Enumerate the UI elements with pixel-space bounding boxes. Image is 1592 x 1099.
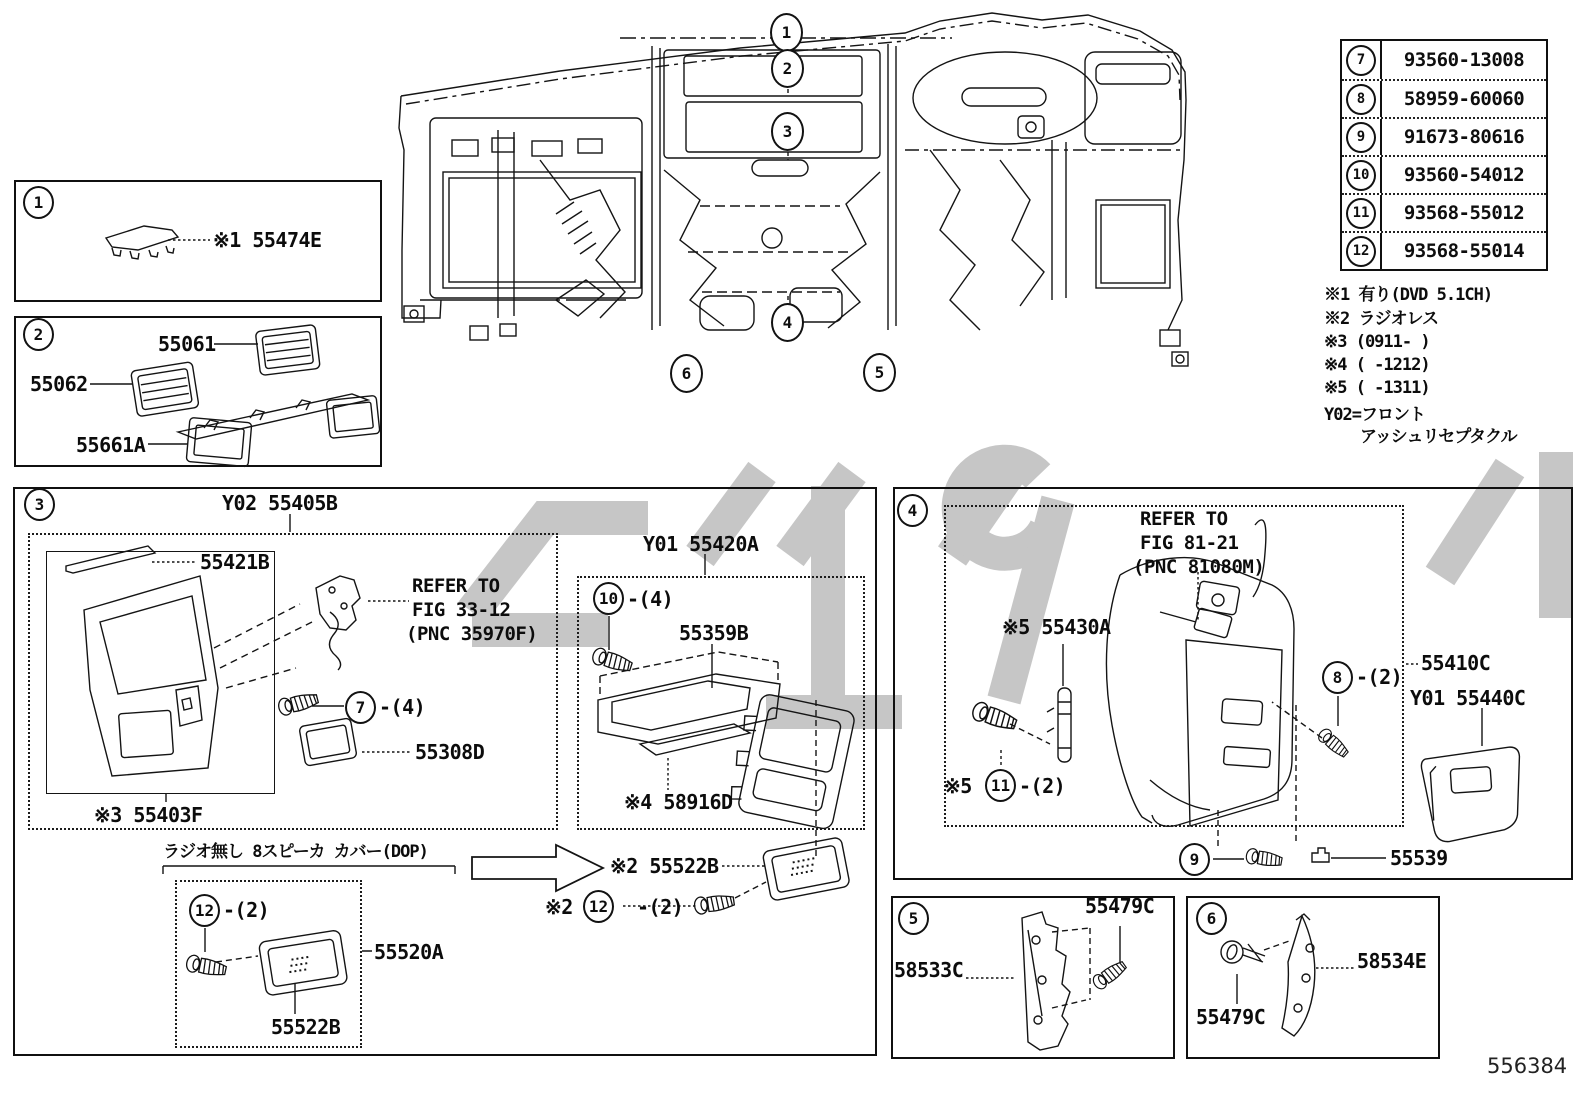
ref-num: 12: [194, 901, 215, 920]
legend-y02-line2: アッシュリセプタクル: [1360, 427, 1517, 447]
assy-label-55420a: Y01 55420A: [643, 532, 759, 556]
ref-num: 11: [1352, 205, 1370, 221]
part-label-55440c: Y01 55440C: [1410, 686, 1526, 710]
part-label-58916d: ※4 58916D: [624, 790, 733, 814]
callout-9: [1179, 843, 1210, 876]
table-row: [1342, 231, 1546, 269]
callout-10-table: [1346, 160, 1376, 191]
box6-ref: [1196, 902, 1227, 935]
part-number: 93568-55012: [1403, 202, 1525, 224]
ref-num: 11: [990, 776, 1011, 795]
ref-num: 7: [1356, 52, 1366, 68]
callout-12-table: [1346, 236, 1376, 267]
ref-num: 10: [598, 589, 619, 608]
callout-1-num: 1: [781, 23, 792, 42]
callout-10-qty: -(4): [627, 587, 674, 611]
ref-num: 12: [588, 897, 609, 916]
part-label-58533c: 58533C: [894, 958, 964, 982]
ref-num: 9: [1189, 850, 1200, 869]
callout-12-qty: -(2): [223, 898, 270, 922]
ref-num: 7: [355, 698, 366, 717]
callout-8: [1322, 661, 1353, 694]
callout-4-num: 4: [782, 313, 793, 332]
part-label-55062: 55062: [30, 372, 88, 396]
callout-8-table: [1346, 84, 1376, 115]
table-row: [1342, 193, 1546, 231]
ref-num: 12: [1352, 243, 1370, 259]
callout-11: [985, 769, 1016, 802]
table-row: [1342, 79, 1546, 117]
note-3: ※3 (0911- ): [1324, 332, 1430, 352]
box1-ref: [23, 186, 54, 219]
callout-10: [593, 582, 624, 615]
note-4: ※4 ( -1212): [1324, 355, 1430, 375]
part-label-55479c-box6: 55479C: [1196, 1005, 1266, 1029]
box5-ref: [898, 902, 929, 935]
panel-frame-55403f: [46, 551, 275, 794]
legend-y02-line1: Y02=フロント: [1324, 405, 1425, 425]
part-label-55403f: ※3 55403F: [94, 803, 203, 827]
table-row: [1342, 155, 1546, 193]
callout-5: [863, 353, 896, 392]
callout-11-prefix: ※5: [944, 774, 972, 798]
part-label-58534e: 58534E: [1357, 949, 1427, 973]
ref-num: 1: [33, 193, 44, 212]
callout-12-outer-qty: -(2): [637, 895, 684, 919]
table-row: [1342, 117, 1546, 155]
note-5: ※5 ( -1311): [1324, 378, 1430, 398]
ref-num: 10: [1352, 167, 1370, 183]
box4-ref: [897, 494, 928, 527]
part-label-55474e: ※1 55474E: [213, 228, 322, 252]
ref-num: 2: [33, 325, 44, 344]
note-2: ※2 ラジオレス: [1324, 309, 1438, 329]
assy-label-55405b: Y02 55405B: [222, 491, 338, 515]
callout-3: [771, 112, 804, 151]
ref-num: 8: [1356, 91, 1366, 107]
callout-7-table: [1346, 45, 1376, 76]
ref-num: 9: [1356, 129, 1366, 145]
refer-note-33-line3: (PNC 35970F): [406, 623, 538, 645]
callout-2: [771, 49, 804, 88]
callout-12-outer: [583, 890, 614, 923]
refer-note-81-line3: (PNC 81080M): [1133, 556, 1265, 578]
radio-less-note: ラジオ無し 8スピーカ カバー(DOP): [163, 842, 428, 862]
callout-12-outer-prefix: ※2: [545, 895, 573, 919]
callout-12: [189, 894, 220, 927]
detail-box-1: [14, 180, 382, 302]
ref-num: 4: [907, 501, 918, 520]
part-label-55061: 55061: [158, 332, 216, 356]
part-number: 91673-80616: [1403, 126, 1525, 148]
part-number: 58959-60060: [1403, 88, 1525, 110]
callout-7-qty: -(4): [379, 695, 426, 719]
callout-7: [345, 691, 376, 724]
ref-num: 6: [1206, 909, 1217, 928]
callout-3-num: 3: [782, 122, 793, 141]
part-label-55421b: 55421B: [200, 550, 270, 574]
part-label-55430a: ※5 55430A: [1002, 615, 1111, 639]
part-number: 93568-55014: [1403, 240, 1525, 262]
part-label-55359b: 55359B: [679, 621, 749, 645]
part-label-55520a: 55520A: [374, 940, 444, 964]
refer-note-33-line2: FIG 33-12: [412, 599, 511, 621]
ref-num: 5: [908, 909, 919, 928]
refer-note-81-line2: FIG 81-21: [1140, 532, 1239, 554]
ref-num: 3: [34, 495, 45, 514]
callout-11-qty: -(2): [1019, 774, 1066, 798]
callout-8-qty: -(2): [1356, 665, 1403, 689]
ref-num: 8: [1332, 668, 1343, 687]
callout-5-num: 5: [874, 363, 885, 382]
part-label-55661a: 55661A: [76, 433, 146, 457]
part-label-55522b: 55522B: [271, 1015, 341, 1039]
callout-4: [771, 303, 804, 342]
note-1: ※1 有り(DVD 5.1CH): [1324, 285, 1493, 305]
refer-note-81-line1: REFER TO: [1140, 508, 1228, 530]
table-row: [1342, 41, 1546, 79]
callout-1: [770, 13, 803, 52]
part-label-55479c-box5: 55479C: [1085, 894, 1155, 918]
callout-2-num: 2: [782, 59, 793, 78]
part-label-55522b-outer: ※2 55522B: [610, 854, 719, 878]
part-label-55308d: 55308D: [415, 740, 485, 764]
callout-9-table: [1346, 122, 1376, 153]
drawing-number: 556384: [1487, 1054, 1568, 1078]
callout-11-table: [1346, 198, 1376, 229]
box2-ref: [23, 318, 54, 351]
callout-6-num: 6: [681, 364, 692, 383]
box3-ref: [24, 488, 55, 521]
part-label-55539: 55539: [1390, 846, 1448, 870]
callout-6: [670, 354, 703, 393]
part-label-55410c: 55410C: [1421, 651, 1491, 675]
part-number: 93560-54012: [1403, 164, 1525, 186]
part-number: 93560-13008: [1403, 49, 1525, 71]
parts-table: [1340, 39, 1548, 271]
refer-note-33-line1: REFER TO: [412, 575, 500, 597]
